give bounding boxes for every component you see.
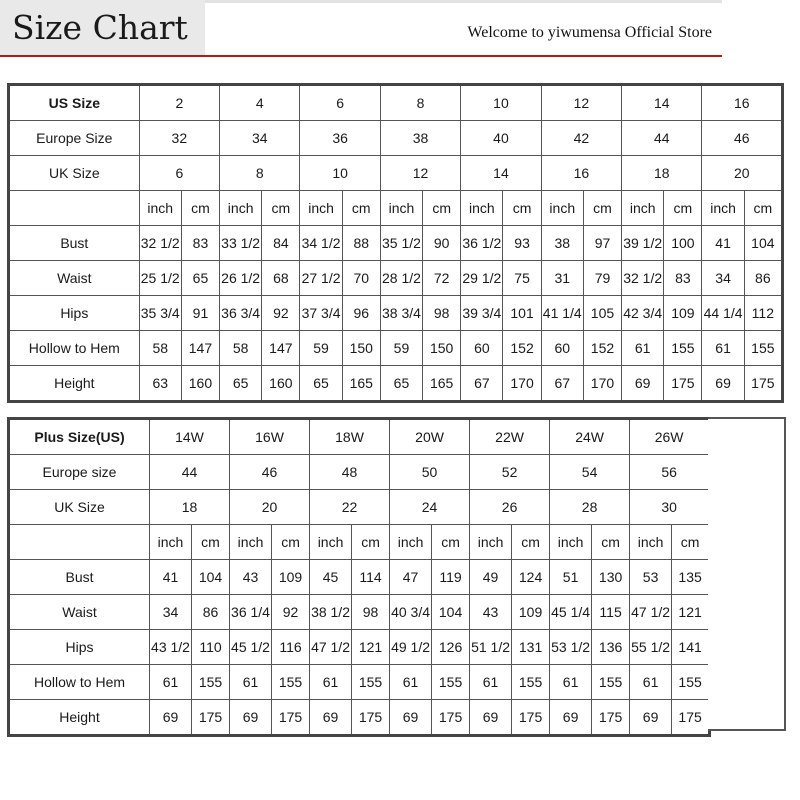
measurement-cm-value: 84 <box>262 226 300 261</box>
measurement-inch-value: 67 <box>461 366 503 402</box>
unit-inch: inch <box>310 525 352 560</box>
measurement-inch-value: 34 <box>702 261 744 296</box>
unit-cm: cm <box>192 525 230 560</box>
measurement-inch-value: 29 1/2 <box>461 261 503 296</box>
measurement-row <box>9 331 783 366</box>
uk-size-value: 30 <box>630 490 710 525</box>
measurement-cm-value: 104 <box>432 595 470 630</box>
measurement-cm-value: 92 <box>272 595 310 630</box>
europe-size-value: 48 <box>310 455 390 490</box>
measurement-label: Hips <box>9 296 140 331</box>
measurement-inch-value: 32 1/2 <box>139 226 181 261</box>
measurement-row <box>9 630 710 665</box>
unit-row <box>9 191 783 226</box>
measurement-cm-value: 130 <box>592 560 630 595</box>
measurement-cm-value: 152 <box>583 331 621 366</box>
measurement-cm-value: 165 <box>342 366 380 402</box>
page-title: Size Chart <box>12 8 188 47</box>
europe-size-row <box>9 455 710 490</box>
measurement-row <box>9 261 783 296</box>
us-size-table <box>7 83 784 403</box>
measurement-cm-value: 97 <box>583 226 621 261</box>
measurement-label: Waist <box>9 595 150 630</box>
measurement-label: Bust <box>9 226 140 261</box>
measurement-cm-value: 109 <box>512 595 550 630</box>
measurement-cm-value: 109 <box>664 296 702 331</box>
measurement-cm-value: 160 <box>181 366 219 402</box>
measurement-inch-value: 69 <box>150 700 192 736</box>
measurement-cm-value: 147 <box>181 331 219 366</box>
measurement-inch-value: 25 1/2 <box>139 261 181 296</box>
europe-size-value: 38 <box>380 121 460 156</box>
unit-inch: inch <box>550 525 592 560</box>
unit-inch: inch <box>220 191 262 226</box>
measurement-cm-value: 175 <box>512 700 550 736</box>
unit-cm: cm <box>503 191 541 226</box>
measurement-inch-value: 43 <box>230 560 272 595</box>
measurement-cm-value: 116 <box>272 630 310 665</box>
measurement-inch-value: 47 1/2 <box>630 595 672 630</box>
measurement-cm-value: 135 <box>672 560 710 595</box>
unit-cm: cm <box>272 525 310 560</box>
unit-cm: cm <box>262 191 300 226</box>
measurement-cm-value: 165 <box>423 366 461 402</box>
measurement-inch-value: 45 1/2 <box>230 630 272 665</box>
measurement-cm-value: 175 <box>352 700 390 736</box>
measurement-cm-value: 150 <box>423 331 461 366</box>
measurement-inch-value: 63 <box>139 366 181 402</box>
measurement-label: Height <box>9 700 150 736</box>
measurement-inch-value: 34 <box>150 595 192 630</box>
unit-inch: inch <box>150 525 192 560</box>
unit-inch: inch <box>230 525 272 560</box>
measurement-inch-value: 55 1/2 <box>630 630 672 665</box>
measurement-inch-value: 61 <box>550 665 592 700</box>
measurement-cm-value: 72 <box>423 261 461 296</box>
measurement-inch-value: 39 1/2 <box>622 226 664 261</box>
measurement-inch-value: 39 3/4 <box>461 296 503 331</box>
uk-size-value: 26 <box>470 490 550 525</box>
unit-cm: cm <box>664 191 702 226</box>
size-value: 26W <box>630 419 710 455</box>
unit-inch: inch <box>622 191 664 226</box>
size-value: 14 <box>622 85 702 121</box>
measurement-cm-value: 170 <box>583 366 621 402</box>
measurement-label: Hollow to Hem <box>9 331 140 366</box>
measurement-cm-value: 175 <box>672 700 710 736</box>
plus-size-table <box>7 417 711 737</box>
measurement-label: Hips <box>9 630 150 665</box>
measurement-inch-value: 51 1/2 <box>470 630 512 665</box>
measurement-inch-value: 40 3/4 <box>390 595 432 630</box>
size-value: 18W <box>310 419 390 455</box>
measurement-row <box>9 665 710 700</box>
europe-size-value: 56 <box>630 455 710 490</box>
measurement-cm-value: 109 <box>272 560 310 595</box>
unit-cm: cm <box>342 191 380 226</box>
measurement-inch-value: 61 <box>230 665 272 700</box>
measurement-cm-value: 155 <box>352 665 390 700</box>
measurement-inch-value: 65 <box>300 366 342 402</box>
unit-inch: inch <box>390 525 432 560</box>
measurement-cm-value: 91 <box>181 296 219 331</box>
measurement-cm-value: 93 <box>503 226 541 261</box>
size-value: 10 <box>461 85 541 121</box>
measurement-cm-value: 86 <box>192 595 230 630</box>
measurement-inch-value: 36 1/2 <box>461 226 503 261</box>
measurement-inch-value: 69 <box>630 700 672 736</box>
measurement-inch-value: 51 <box>550 560 592 595</box>
measurement-label: Hollow to Hem <box>9 665 150 700</box>
measurement-inch-value: 41 <box>150 560 192 595</box>
europe-size-value: 44 <box>150 455 230 490</box>
measurement-inch-value: 53 <box>630 560 672 595</box>
size-row-label: Plus Size(US) <box>9 419 150 455</box>
measurement-inch-value: 65 <box>380 366 422 402</box>
measurement-inch-value: 35 1/2 <box>380 226 422 261</box>
measurement-cm-value: 98 <box>352 595 390 630</box>
uk-size-value: 8 <box>220 156 300 191</box>
uk-size-value: 20 <box>230 490 310 525</box>
unit-inch: inch <box>300 191 342 226</box>
uk-size-value: 12 <box>380 156 460 191</box>
measurement-cm-value: 131 <box>512 630 550 665</box>
unit-inch: inch <box>461 191 503 226</box>
size-value: 14W <box>150 419 230 455</box>
uk-size-value: 18 <box>622 156 702 191</box>
unit-row-blank <box>9 525 150 560</box>
size-value: 16W <box>230 419 310 455</box>
measurement-cm-value: 126 <box>432 630 470 665</box>
measurement-cm-value: 70 <box>342 261 380 296</box>
measurement-cm-value: 110 <box>192 630 230 665</box>
measurement-cm-value: 104 <box>744 226 782 261</box>
measurement-inch-value: 53 1/2 <box>550 630 592 665</box>
measurement-inch-value: 38 <box>541 226 583 261</box>
measurement-inch-value: 47 1/2 <box>310 630 352 665</box>
unit-cm: cm <box>423 191 461 226</box>
measurement-cm-value: 175 <box>432 700 470 736</box>
measurement-cm-value: 150 <box>342 331 380 366</box>
measurement-cm-value: 175 <box>592 700 630 736</box>
uk-size-label: UK Size <box>9 156 140 191</box>
unit-inch: inch <box>630 525 672 560</box>
measurement-inch-value: 65 <box>220 366 262 402</box>
measurement-label: Height <box>9 366 140 402</box>
measurement-inch-value: 49 <box>470 560 512 595</box>
measurement-inch-value: 58 <box>220 331 262 366</box>
measurement-cm-value: 141 <box>672 630 710 665</box>
measurement-cm-value: 119 <box>432 560 470 595</box>
measurement-inch-value: 44 1/4 <box>702 296 744 331</box>
unit-row <box>9 525 710 560</box>
measurement-label: Waist <box>9 261 140 296</box>
size-value: 8 <box>380 85 460 121</box>
measurement-cm-value: 83 <box>181 226 219 261</box>
size-value: 22W <box>470 419 550 455</box>
measurement-cm-value: 175 <box>744 366 782 402</box>
measurement-cm-value: 121 <box>672 595 710 630</box>
measurement-inch-value: 41 1/4 <box>541 296 583 331</box>
measurement-row <box>9 366 783 402</box>
measurement-inch-value: 69 <box>230 700 272 736</box>
measurement-cm-value: 92 <box>262 296 300 331</box>
measurement-cm-value: 155 <box>664 331 702 366</box>
europe-size-value: 42 <box>541 121 621 156</box>
measurement-cm-value: 101 <box>503 296 541 331</box>
us-size-table-body <box>9 85 783 402</box>
measurement-inch-value: 28 1/2 <box>380 261 422 296</box>
measurement-cm-value: 86 <box>744 261 782 296</box>
measurement-cm-value: 114 <box>352 560 390 595</box>
measurement-row <box>9 700 710 736</box>
plus-table-empty-column <box>708 417 786 731</box>
measurement-cm-value: 98 <box>423 296 461 331</box>
measurement-inch-value: 61 <box>310 665 352 700</box>
measurement-cm-value: 155 <box>192 665 230 700</box>
unit-inch: inch <box>541 191 583 226</box>
measurement-inch-value: 60 <box>461 331 503 366</box>
measurement-cm-value: 121 <box>352 630 390 665</box>
unit-cm: cm <box>432 525 470 560</box>
measurement-inch-value: 69 <box>310 700 352 736</box>
uk-size-label: UK Size <box>9 490 150 525</box>
measurement-cm-value: 112 <box>744 296 782 331</box>
measurement-inch-value: 43 1/2 <box>150 630 192 665</box>
header-top-strip <box>205 0 722 3</box>
measurement-inch-value: 69 <box>702 366 744 402</box>
size-value: 6 <box>300 85 380 121</box>
measurement-inch-value: 31 <box>541 261 583 296</box>
unit-inch: inch <box>139 191 181 226</box>
europe-size-value: 50 <box>390 455 470 490</box>
measurement-cm-value: 115 <box>592 595 630 630</box>
unit-cm: cm <box>592 525 630 560</box>
measurement-cm-value: 96 <box>342 296 380 331</box>
measurement-cm-value: 155 <box>272 665 310 700</box>
measurement-inch-value: 32 1/2 <box>622 261 664 296</box>
uk-size-value: 16 <box>541 156 621 191</box>
measurement-cm-value: 68 <box>262 261 300 296</box>
unit-inch: inch <box>470 525 512 560</box>
measurement-inch-value: 69 <box>550 700 592 736</box>
uk-size-value: 18 <box>150 490 230 525</box>
measurement-cm-value: 88 <box>342 226 380 261</box>
measurement-row <box>9 296 783 331</box>
measurement-inch-value: 67 <box>541 366 583 402</box>
measurement-inch-value: 59 <box>380 331 422 366</box>
uk-size-value: 6 <box>139 156 219 191</box>
measurement-cm-value: 105 <box>583 296 621 331</box>
measurement-inch-value: 61 <box>630 665 672 700</box>
measurement-cm-value: 124 <box>512 560 550 595</box>
europe-size-value: 34 <box>220 121 300 156</box>
measurement-cm-value: 155 <box>512 665 550 700</box>
size-row-label: US Size <box>9 85 140 121</box>
europe-size-value: 52 <box>470 455 550 490</box>
uk-size-value: 28 <box>550 490 630 525</box>
europe-size-value: 46 <box>230 455 310 490</box>
measurement-inch-value: 45 <box>310 560 352 595</box>
unit-row-blank <box>9 191 140 226</box>
unit-cm: cm <box>583 191 621 226</box>
measurement-cm-value: 100 <box>664 226 702 261</box>
measurement-inch-value: 36 1/4 <box>230 595 272 630</box>
size-value: 2 <box>139 85 219 121</box>
measurement-row <box>9 595 710 630</box>
measurement-cm-value: 175 <box>192 700 230 736</box>
measurement-inch-value: 42 3/4 <box>622 296 664 331</box>
unit-inch: inch <box>380 191 422 226</box>
measurement-inch-value: 36 3/4 <box>220 296 262 331</box>
uk-size-row <box>9 490 710 525</box>
measurement-inch-value: 58 <box>139 331 181 366</box>
size-value: 4 <box>220 85 300 121</box>
measurement-cm-value: 79 <box>583 261 621 296</box>
measurement-inch-value: 41 <box>702 226 744 261</box>
uk-size-value: 14 <box>461 156 541 191</box>
measurement-inch-value: 61 <box>470 665 512 700</box>
measurement-cm-value: 155 <box>672 665 710 700</box>
size-value: 16 <box>702 85 783 121</box>
measurement-inch-value: 33 1/2 <box>220 226 262 261</box>
measurement-row <box>9 226 783 261</box>
measurement-inch-value: 69 <box>390 700 432 736</box>
measurement-inch-value: 35 3/4 <box>139 296 181 331</box>
europe-size-value: 46 <box>702 121 783 156</box>
uk-size-value: 24 <box>390 490 470 525</box>
measurement-inch-value: 43 <box>470 595 512 630</box>
uk-size-value: 22 <box>310 490 390 525</box>
measurement-inch-value: 27 1/2 <box>300 261 342 296</box>
measurement-row <box>9 560 710 595</box>
measurement-cm-value: 175 <box>272 700 310 736</box>
measurement-inch-value: 26 1/2 <box>220 261 262 296</box>
measurement-label: Bust <box>9 560 150 595</box>
measurement-inch-value: 69 <box>622 366 664 402</box>
size-value: 20W <box>390 419 470 455</box>
europe-size-value: 44 <box>622 121 702 156</box>
measurement-cm-value: 170 <box>503 366 541 402</box>
measurement-inch-value: 37 3/4 <box>300 296 342 331</box>
europe-size-row <box>9 121 783 156</box>
measurement-cm-value: 152 <box>503 331 541 366</box>
measurement-inch-value: 69 <box>470 700 512 736</box>
europe-size-value: 54 <box>550 455 630 490</box>
measurement-cm-value: 155 <box>432 665 470 700</box>
measurement-cm-value: 147 <box>262 331 300 366</box>
measurement-inch-value: 47 <box>390 560 432 595</box>
measurement-inch-value: 59 <box>300 331 342 366</box>
europe-size-value: 36 <box>300 121 380 156</box>
measurement-cm-value: 160 <box>262 366 300 402</box>
size-value: 24W <box>550 419 630 455</box>
page-header <box>0 0 722 57</box>
measurement-inch-value: 61 <box>702 331 744 366</box>
unit-inch: inch <box>702 191 744 226</box>
measurement-cm-value: 65 <box>181 261 219 296</box>
measurement-cm-value: 75 <box>503 261 541 296</box>
size-value: 12 <box>541 85 621 121</box>
europe-size-value: 40 <box>461 121 541 156</box>
measurement-inch-value: 45 1/4 <box>550 595 592 630</box>
store-welcome-text: Welcome to yiwumensa Official Store <box>467 24 712 41</box>
measurement-inch-value: 61 <box>390 665 432 700</box>
measurement-inch-value: 61 <box>622 331 664 366</box>
measurement-cm-value: 104 <box>192 560 230 595</box>
europe-size-value: 32 <box>139 121 219 156</box>
uk-size-row <box>9 156 783 191</box>
measurement-inch-value: 60 <box>541 331 583 366</box>
measurement-cm-value: 155 <box>744 331 782 366</box>
uk-size-value: 20 <box>702 156 783 191</box>
unit-cm: cm <box>181 191 219 226</box>
measurement-cm-value: 90 <box>423 226 461 261</box>
measurement-cm-value: 175 <box>664 366 702 402</box>
measurement-inch-value: 38 3/4 <box>380 296 422 331</box>
unit-cm: cm <box>512 525 550 560</box>
measurement-inch-value: 38 1/2 <box>310 595 352 630</box>
europe-size-label: Europe Size <box>9 121 140 156</box>
plus-size-table-body <box>9 419 710 736</box>
size-row <box>9 85 783 121</box>
unit-cm: cm <box>672 525 710 560</box>
unit-cm: cm <box>352 525 390 560</box>
size-row <box>9 419 710 455</box>
unit-cm: cm <box>744 191 782 226</box>
measurement-inch-value: 34 1/2 <box>300 226 342 261</box>
measurement-inch-value: 61 <box>150 665 192 700</box>
measurement-cm-value: 155 <box>592 665 630 700</box>
uk-size-value: 10 <box>300 156 380 191</box>
measurement-inch-value: 49 1/2 <box>390 630 432 665</box>
measurement-cm-value: 136 <box>592 630 630 665</box>
europe-size-label: Europe size <box>9 455 150 490</box>
measurement-cm-value: 83 <box>664 261 702 296</box>
